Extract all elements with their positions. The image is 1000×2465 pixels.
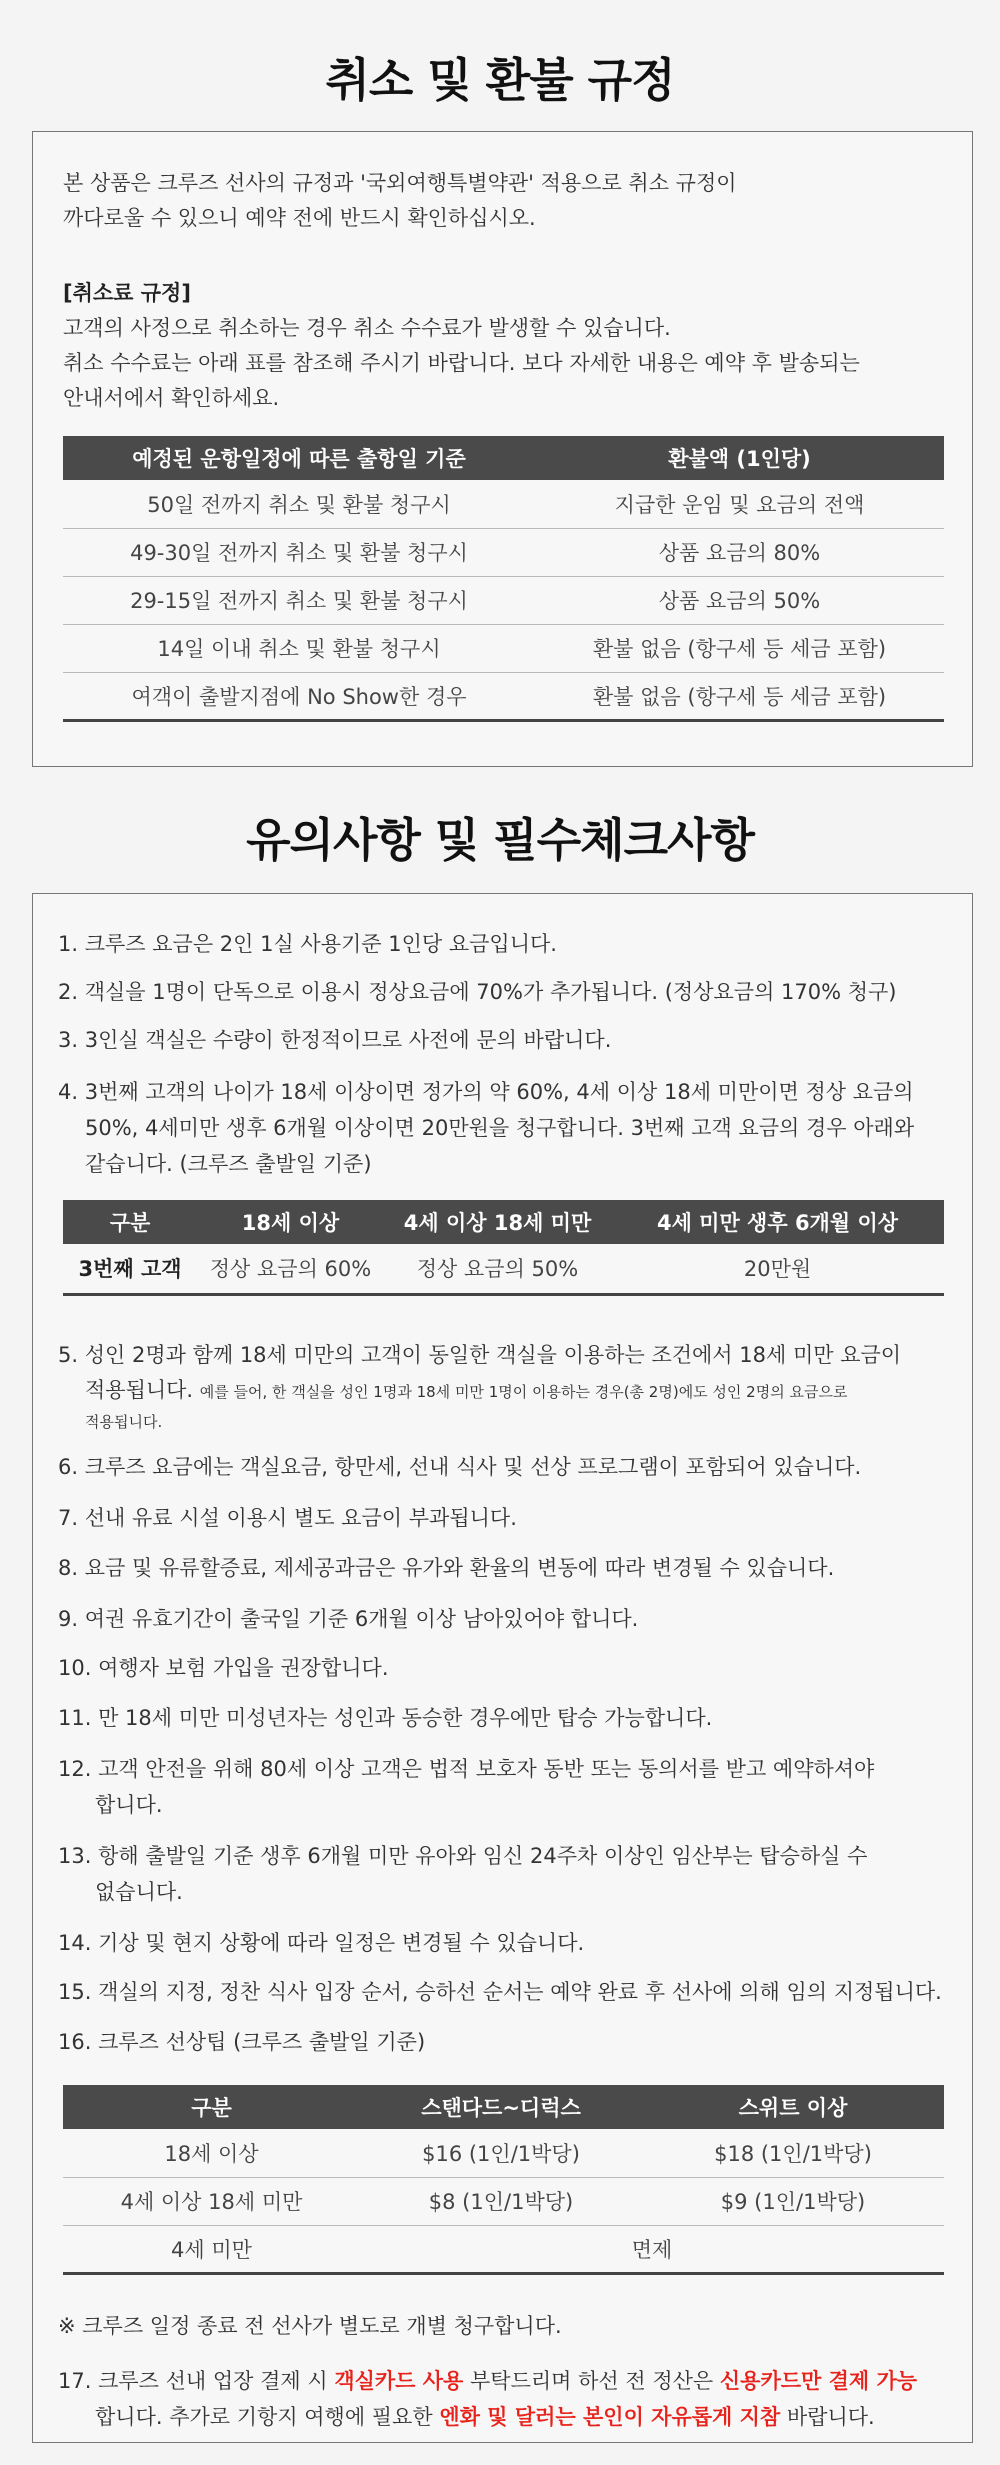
note-text: 부탁드리며 하선 전 정산은 [463, 2369, 720, 2393]
note-item: 7. 선내 유료 시설 이용시 별도 요금이 부과됩니다. [58, 1506, 517, 1530]
note-example-text: 예를 들어, 한 객실을 성인 1명과 18세 미만 1명이 이용하는 경우(총 2명)에도 성인 2명의 요금으로 [199, 1383, 848, 1401]
table-cell: 20만원 [611, 1244, 944, 1294]
highlight-text: 신용카드만 결제 가능 [719, 2369, 918, 2393]
table-cell: $16 (1인/1박당) [360, 2129, 642, 2177]
table-row [63, 528, 944, 576]
note-item: 16. 크루즈 선상팁 (크루즈 출발일 기준) [58, 2030, 426, 2054]
note-item: 50%, 4세미만 생후 6개월 이상이면 20만원을 청구합니다. 3번째 고객 요금의 경우 아래와 [85, 1116, 915, 1140]
intro-line-1: 본 상품은 크루즈 선사의 규정과 '국외여행특별약관' 적용으로 취소 규정이 [63, 171, 737, 195]
table-cell: 상품 요금의 80% [535, 528, 944, 576]
table-row [63, 2177, 944, 2225]
note-item: 1. 크루즈 요금은 2인 1실 사용기준 1인당 요금입니다. [58, 932, 557, 956]
note-item: 2. 객실을 1명이 단독으로 이용시 정상요금에 70%가 추가됩니다. (정상요금의 170% 청구) [58, 980, 897, 1004]
note-text: 합니다. 추가로 기항지 여행에 필요한 [95, 2405, 440, 2429]
third-col-header: 4세 미만 생후 6개월 이상 [611, 1200, 944, 1244]
table-cell: 14일 이내 취소 및 환불 청구시 [63, 624, 535, 672]
table-cell: 4세 미만 [63, 2225, 360, 2273]
tip-table [63, 2085, 944, 2275]
fee-heading: [취소료 규정] [63, 281, 191, 305]
table-cell: 정상 요금의 60% [197, 1244, 384, 1294]
note-item: 10. 여행자 보험 가입을 권장합니다. [58, 1656, 389, 1680]
tip-col-header: 스탠다드~디럭스 [360, 2085, 642, 2129]
note-item: 15. 객실의 지정, 정찬 식사 입장 순서, 승하선 순서는 예약 완료 후 선사에 의해 임의 지정됩니다. [58, 1980, 942, 2004]
table-row [63, 624, 944, 672]
notes-box [32, 893, 973, 2443]
intro-line-2: 까다로울 수 있으니 예약 전에 반드시 확인하십시오. [63, 206, 536, 230]
cancel-col-header: 환불액 (1인당) [535, 436, 944, 480]
table-cell: 4세 이상 18세 미만 [63, 2177, 360, 2225]
table-cell: $8 (1인/1박당) [360, 2177, 642, 2225]
notes-title: 유의사항 및 필수체크사항 [246, 813, 754, 867]
note-item: 합니다. [95, 1793, 163, 1817]
table-cell: 3번째 고객 [63, 1244, 197, 1294]
table-cell: 여객이 출발지점에 No Show한 경우 [63, 672, 535, 720]
table-row [63, 2129, 944, 2177]
note-item: 같습니다. (크루즈 출발일 기준) [85, 1152, 372, 1176]
table-row [63, 672, 944, 720]
note-example-text: 적용됩니다. [85, 1413, 163, 1431]
note-item: 14. 기상 및 현지 상황에 따라 일정은 변경될 수 있습니다. [58, 1931, 585, 1955]
cancel-box [32, 131, 973, 767]
table-row [63, 480, 944, 528]
note-item: 6. 크루즈 요금에는 객실요금, 항만세, 선내 식사 및 선상 프로그램이 포함되어 있습니다. [58, 1455, 862, 1479]
table-cell: 정상 요금의 50% [384, 1244, 611, 1294]
third-guest-table [63, 1200, 944, 1296]
note-item: 4. 3번째 고객의 나이가 18세 이상이면 정가의 약 60%, 4세 이상 18세 미만이면 정상 요금의 [58, 1080, 914, 1104]
note-item [58, 2363, 917, 2399]
note-item [95, 2399, 875, 2435]
note-item: 13. 항해 출발일 기준 생후 6개월 미만 유아와 임신 24주차 이상인 임산부는 탑승하실 수 [58, 1844, 868, 1868]
note-item: 3. 3인실 객실은 수량이 한정적이므로 사전에 문의 바랍니다. [58, 1028, 612, 1052]
note-item: 5. 성인 2명과 함께 18세 미만의 고객이 동일한 객실을 이용하는 조건에서 18세 미만 요금이 [58, 1343, 902, 1367]
tip-note: ※ 크루즈 일정 종료 전 선사가 별도로 개별 청구합니다. [58, 2314, 562, 2338]
note-text: 바랍니다. [780, 2405, 875, 2429]
table-cell: 지급한 운임 및 요금의 전액 [535, 480, 944, 528]
table-cell: 50일 전까지 취소 및 환불 청구시 [63, 480, 535, 528]
note-text: 17. 크루즈 선내 업장 결제 시 [58, 2369, 335, 2393]
note-item [85, 1372, 847, 1410]
table-cell: $9 (1인/1박당) [642, 2177, 944, 2225]
note-text: 적용됩니다. [85, 1378, 194, 1402]
highlight-text: 객실카드 사용 [334, 2369, 464, 2393]
table-cell: 면제 [360, 2225, 944, 2273]
cancel-col-header: 예정된 운항일정에 따른 출항일 기준 [63, 436, 535, 480]
third-col-header: 구분 [63, 1200, 197, 1244]
third-col-header: 4세 이상 18세 미만 [384, 1200, 611, 1244]
table-cell: 환불 없음 (항구세 등 세금 포함) [535, 672, 944, 720]
note-item: 8. 요금 및 유류할증료, 제세공과금은 유가와 환율의 변동에 따라 변경될 수 있습니다. [58, 1556, 835, 1580]
fee-line-2: 취소 수수료는 아래 표를 참조해 주시기 바랍니다. 보다 자세한 내용은 예약 후 발송되는 [63, 351, 860, 375]
highlight-text: 엔화 및 달러는 본인이 자유롭게 지참 [439, 2405, 781, 2429]
table-cell: 환불 없음 (항구세 등 세금 포함) [535, 624, 944, 672]
table-cell: 18세 이상 [63, 2129, 360, 2177]
table-cell: $18 (1인/1박당) [642, 2129, 944, 2177]
third-col-header: 18세 이상 [197, 1200, 384, 1244]
cancel-table [63, 436, 944, 722]
note-item: 11. 만 18세 미만 미성년자는 성인과 동승한 경우에만 탑승 가능합니다. [58, 1706, 713, 1730]
note-item: 없습니다. [95, 1880, 183, 1904]
tip-col-header: 스위트 이상 [642, 2085, 944, 2129]
table-row [63, 576, 944, 624]
tip-col-header: 구분 [63, 2085, 360, 2129]
fee-line-3: 안내서에서 확인하세요. [63, 386, 280, 410]
table-cell: 상품 요금의 50% [535, 576, 944, 624]
table-cell: 49-30일 전까지 취소 및 환불 청구시 [63, 528, 535, 576]
table-row [63, 2225, 944, 2273]
note-item: 9. 여권 유효기간이 출국일 기준 6개월 이상 남아있어야 합니다. [58, 1607, 639, 1631]
table-cell: 29-15일 전까지 취소 및 환불 청구시 [63, 576, 535, 624]
fee-line-1: 고객의 사정으로 취소하는 경우 취소 수수료가 발생할 수 있습니다. [63, 316, 671, 340]
cancel-title: 취소 및 환불 규정 [325, 53, 675, 107]
note-item: 12. 고객 안전을 위해 80세 이상 고객은 법적 보호자 동반 또는 동의서를 받고 예약하셔야 [58, 1757, 875, 1781]
table-row [63, 1244, 944, 1294]
